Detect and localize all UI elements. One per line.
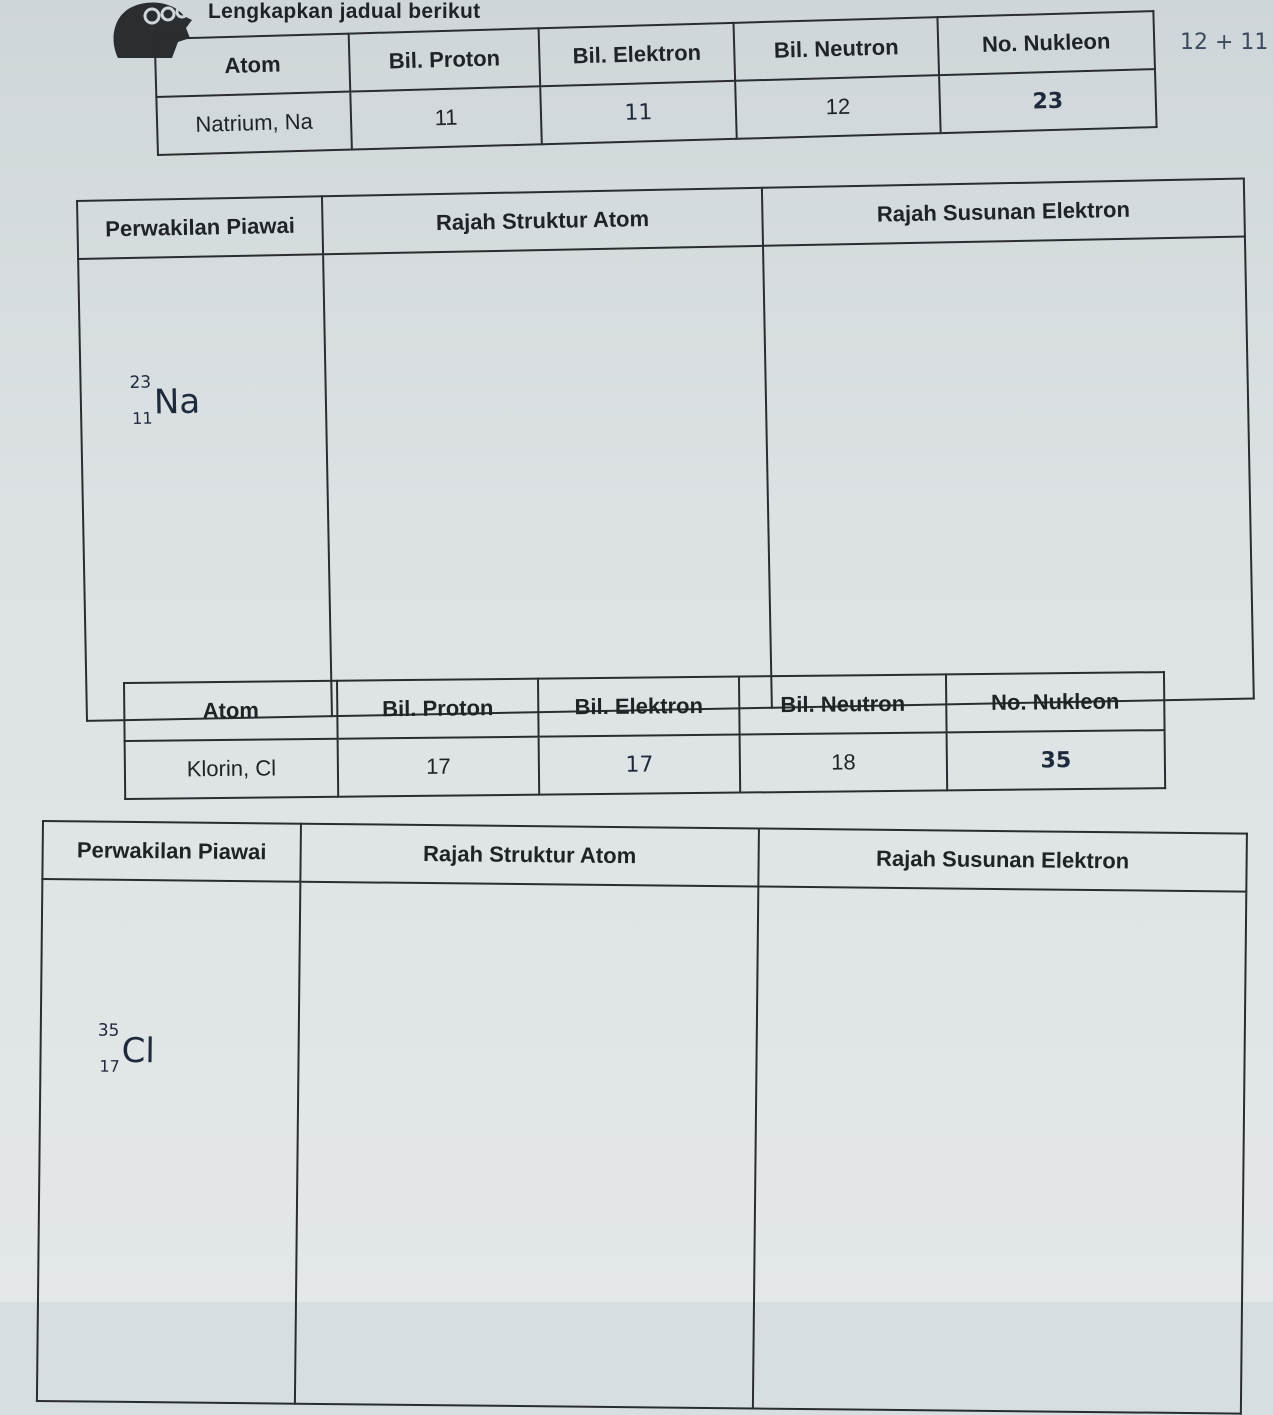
standard-representation-cell <box>37 879 300 1404</box>
header-standard-representation: Perwakilan Piawai <box>42 821 301 882</box>
atom-name: Klorin, Cl <box>125 739 339 799</box>
neutron-count: 18 <box>740 732 948 792</box>
atomic-number: 11 <box>132 408 153 428</box>
atom-name: Natrium, Na <box>156 92 352 155</box>
header-atom-structure: Rajah Struktur Atom <box>300 824 759 887</box>
element-symbol: Cl <box>121 1030 155 1072</box>
atom-structure-cell[interactable] <box>295 882 758 1409</box>
proton-count: 11 <box>350 86 542 149</box>
table-row <box>37 879 1246 1414</box>
chlorine-structure-table <box>36 820 1248 1415</box>
atom-structure-cell[interactable] <box>323 246 772 716</box>
table-row <box>78 237 1254 721</box>
header-electron-arrangement: Rajah Susunan Elektron <box>762 179 1245 246</box>
mass-number: 35 <box>97 1020 120 1041</box>
header-proton: Bil. Proton <box>337 679 539 739</box>
electron-count: 17 <box>539 735 741 795</box>
header-electron-arrangement: Rajah Susunan Elektron <box>758 829 1247 892</box>
nuclide-notation <box>97 1020 155 1076</box>
mass-number: 23 <box>129 372 152 394</box>
sodium-structure-table <box>76 178 1255 722</box>
header-nucleon: No. Nukleon <box>946 672 1165 732</box>
handwritten-calculation: 12 + 11 <box>1180 30 1269 55</box>
neutron-count: 12 <box>735 75 941 139</box>
header-atom: Atom <box>155 34 351 97</box>
table-header-row <box>124 672 1165 741</box>
header-neutron: Bil. Neutron <box>734 17 940 81</box>
electron-count: 11 <box>540 81 737 144</box>
nucleon-number: 35 <box>947 730 1166 790</box>
electron-arrangement-cell[interactable] <box>753 887 1246 1414</box>
header-neutron: Bil. Neutron <box>739 674 947 734</box>
header-atom: Atom <box>124 681 338 741</box>
atomic-number: 17 <box>99 1056 120 1076</box>
nucleon-number: 23 <box>939 69 1157 133</box>
header-standard-representation: Perwakilan Piawai <box>77 196 323 259</box>
nuclide-notation <box>129 372 201 428</box>
header-electron: Bil. Elektron <box>538 677 740 737</box>
electron-arrangement-cell[interactable] <box>763 237 1254 708</box>
header-proton: Bil. Proton <box>349 28 541 91</box>
chlorine-info-table <box>123 671 1166 800</box>
table-row <box>125 730 1166 799</box>
element-symbol: Na <box>153 381 201 423</box>
proton-count: 17 <box>338 737 540 797</box>
header-nucleon: No. Nukleon <box>937 11 1155 75</box>
header-electron: Bil. Elektron <box>539 23 736 86</box>
standard-representation-cell <box>78 254 332 721</box>
instruction-heading: Lengkapkan jadual berikut <box>208 0 481 23</box>
header-atom-structure: Rajah Struktur Atom <box>322 188 763 254</box>
sodium-info-table <box>154 10 1158 156</box>
